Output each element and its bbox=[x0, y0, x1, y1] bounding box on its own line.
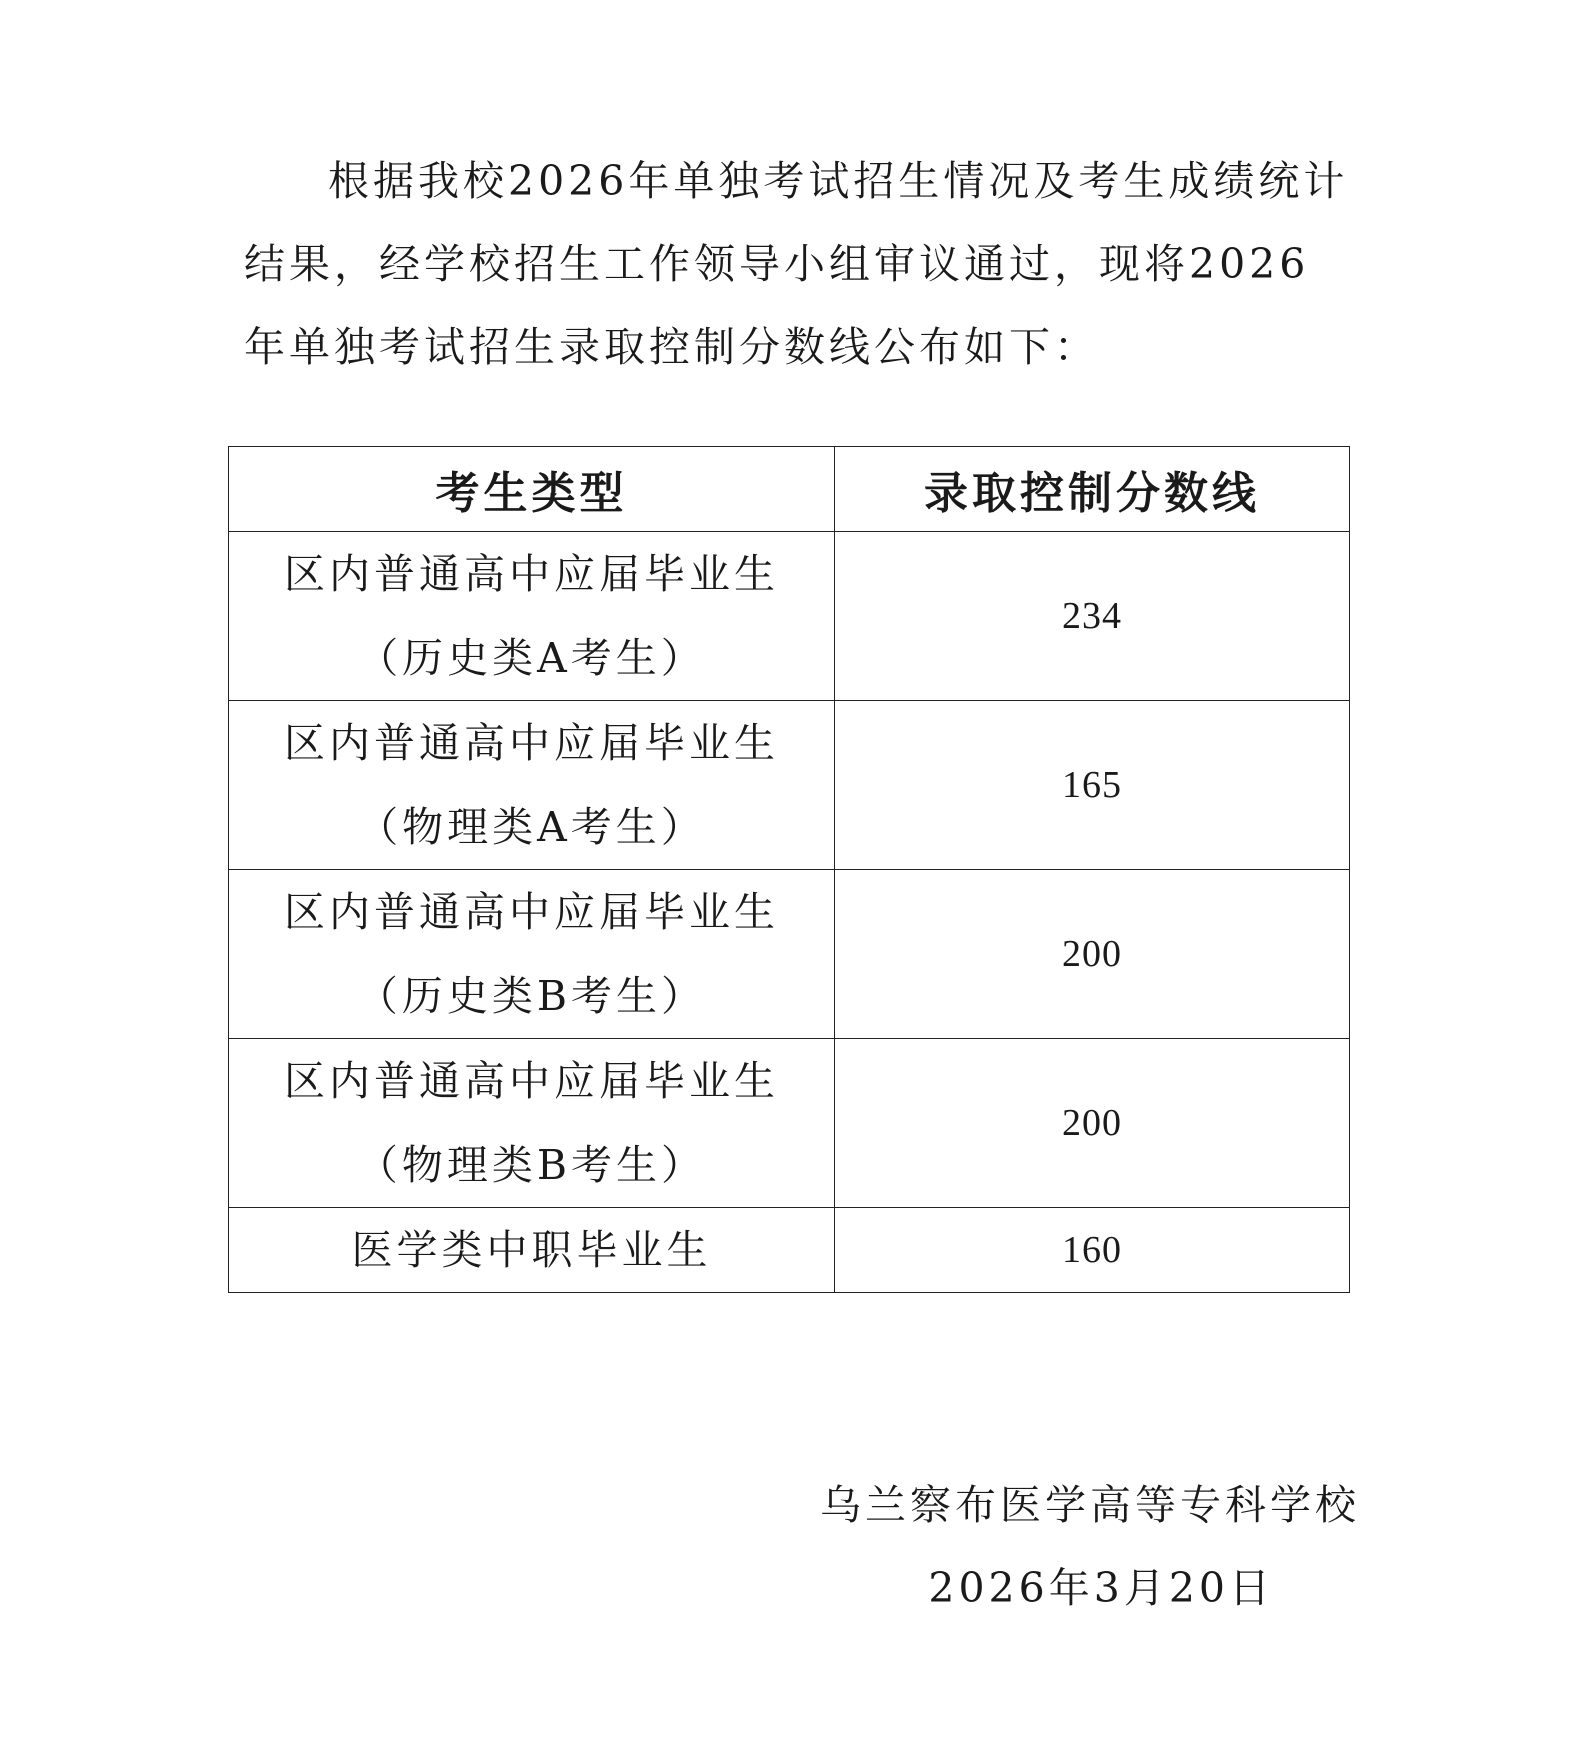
header-control-score: 录取控制分数线 bbox=[835, 447, 1350, 532]
admission-score-table bbox=[228, 446, 1350, 1293]
score-cell: 200 bbox=[835, 870, 1350, 1039]
table-row bbox=[229, 701, 1350, 870]
issue-date: 2026年3月20日 bbox=[928, 1564, 1274, 1612]
score-cell: 200 bbox=[835, 1039, 1350, 1208]
issuing-organization: 乌兰察布医学高等专科学校 bbox=[820, 1481, 1360, 1529]
signature-block bbox=[820, 1464, 1380, 1630]
category-cell bbox=[229, 701, 835, 870]
table-header-row bbox=[229, 447, 1350, 532]
table-row bbox=[229, 1039, 1350, 1208]
table-row bbox=[229, 1208, 1350, 1293]
category-line-1: 区内普通高中应届毕业生 bbox=[284, 719, 779, 767]
category-line-1: 医学类中职毕业生 bbox=[351, 1226, 712, 1274]
table-row bbox=[229, 532, 1350, 701]
category-line-1: 区内普通高中应届毕业生 bbox=[284, 888, 779, 936]
category-cell bbox=[229, 1208, 835, 1293]
category-line-2: （物理类B考生） bbox=[356, 1141, 707, 1189]
category-line-2: （物理类A考生） bbox=[357, 803, 706, 851]
score-cell: 234 bbox=[835, 532, 1350, 701]
category-line-1: 区内普通高中应届毕业生 bbox=[284, 1057, 779, 1105]
intro-paragraph: 根据我校2026年单独考试招生情况及考生成绩统计结果，经学校招生工作领导小组审议通过，现将2026年单独考试招生录取控制分数线公布如下： bbox=[244, 157, 1349, 371]
category-line-1: 区内普通高中应届毕业生 bbox=[284, 550, 779, 598]
category-cell bbox=[229, 870, 835, 1039]
score-cell: 160 bbox=[835, 1208, 1350, 1293]
score-cell: 165 bbox=[835, 701, 1350, 870]
category-line-2: （历史类B考生） bbox=[356, 972, 707, 1020]
category-cell bbox=[229, 532, 835, 701]
header-student-type: 考生类型 bbox=[229, 447, 835, 532]
category-cell bbox=[229, 1039, 835, 1208]
table-row bbox=[229, 870, 1350, 1039]
category-line-2: （历史类A考生） bbox=[357, 634, 706, 682]
